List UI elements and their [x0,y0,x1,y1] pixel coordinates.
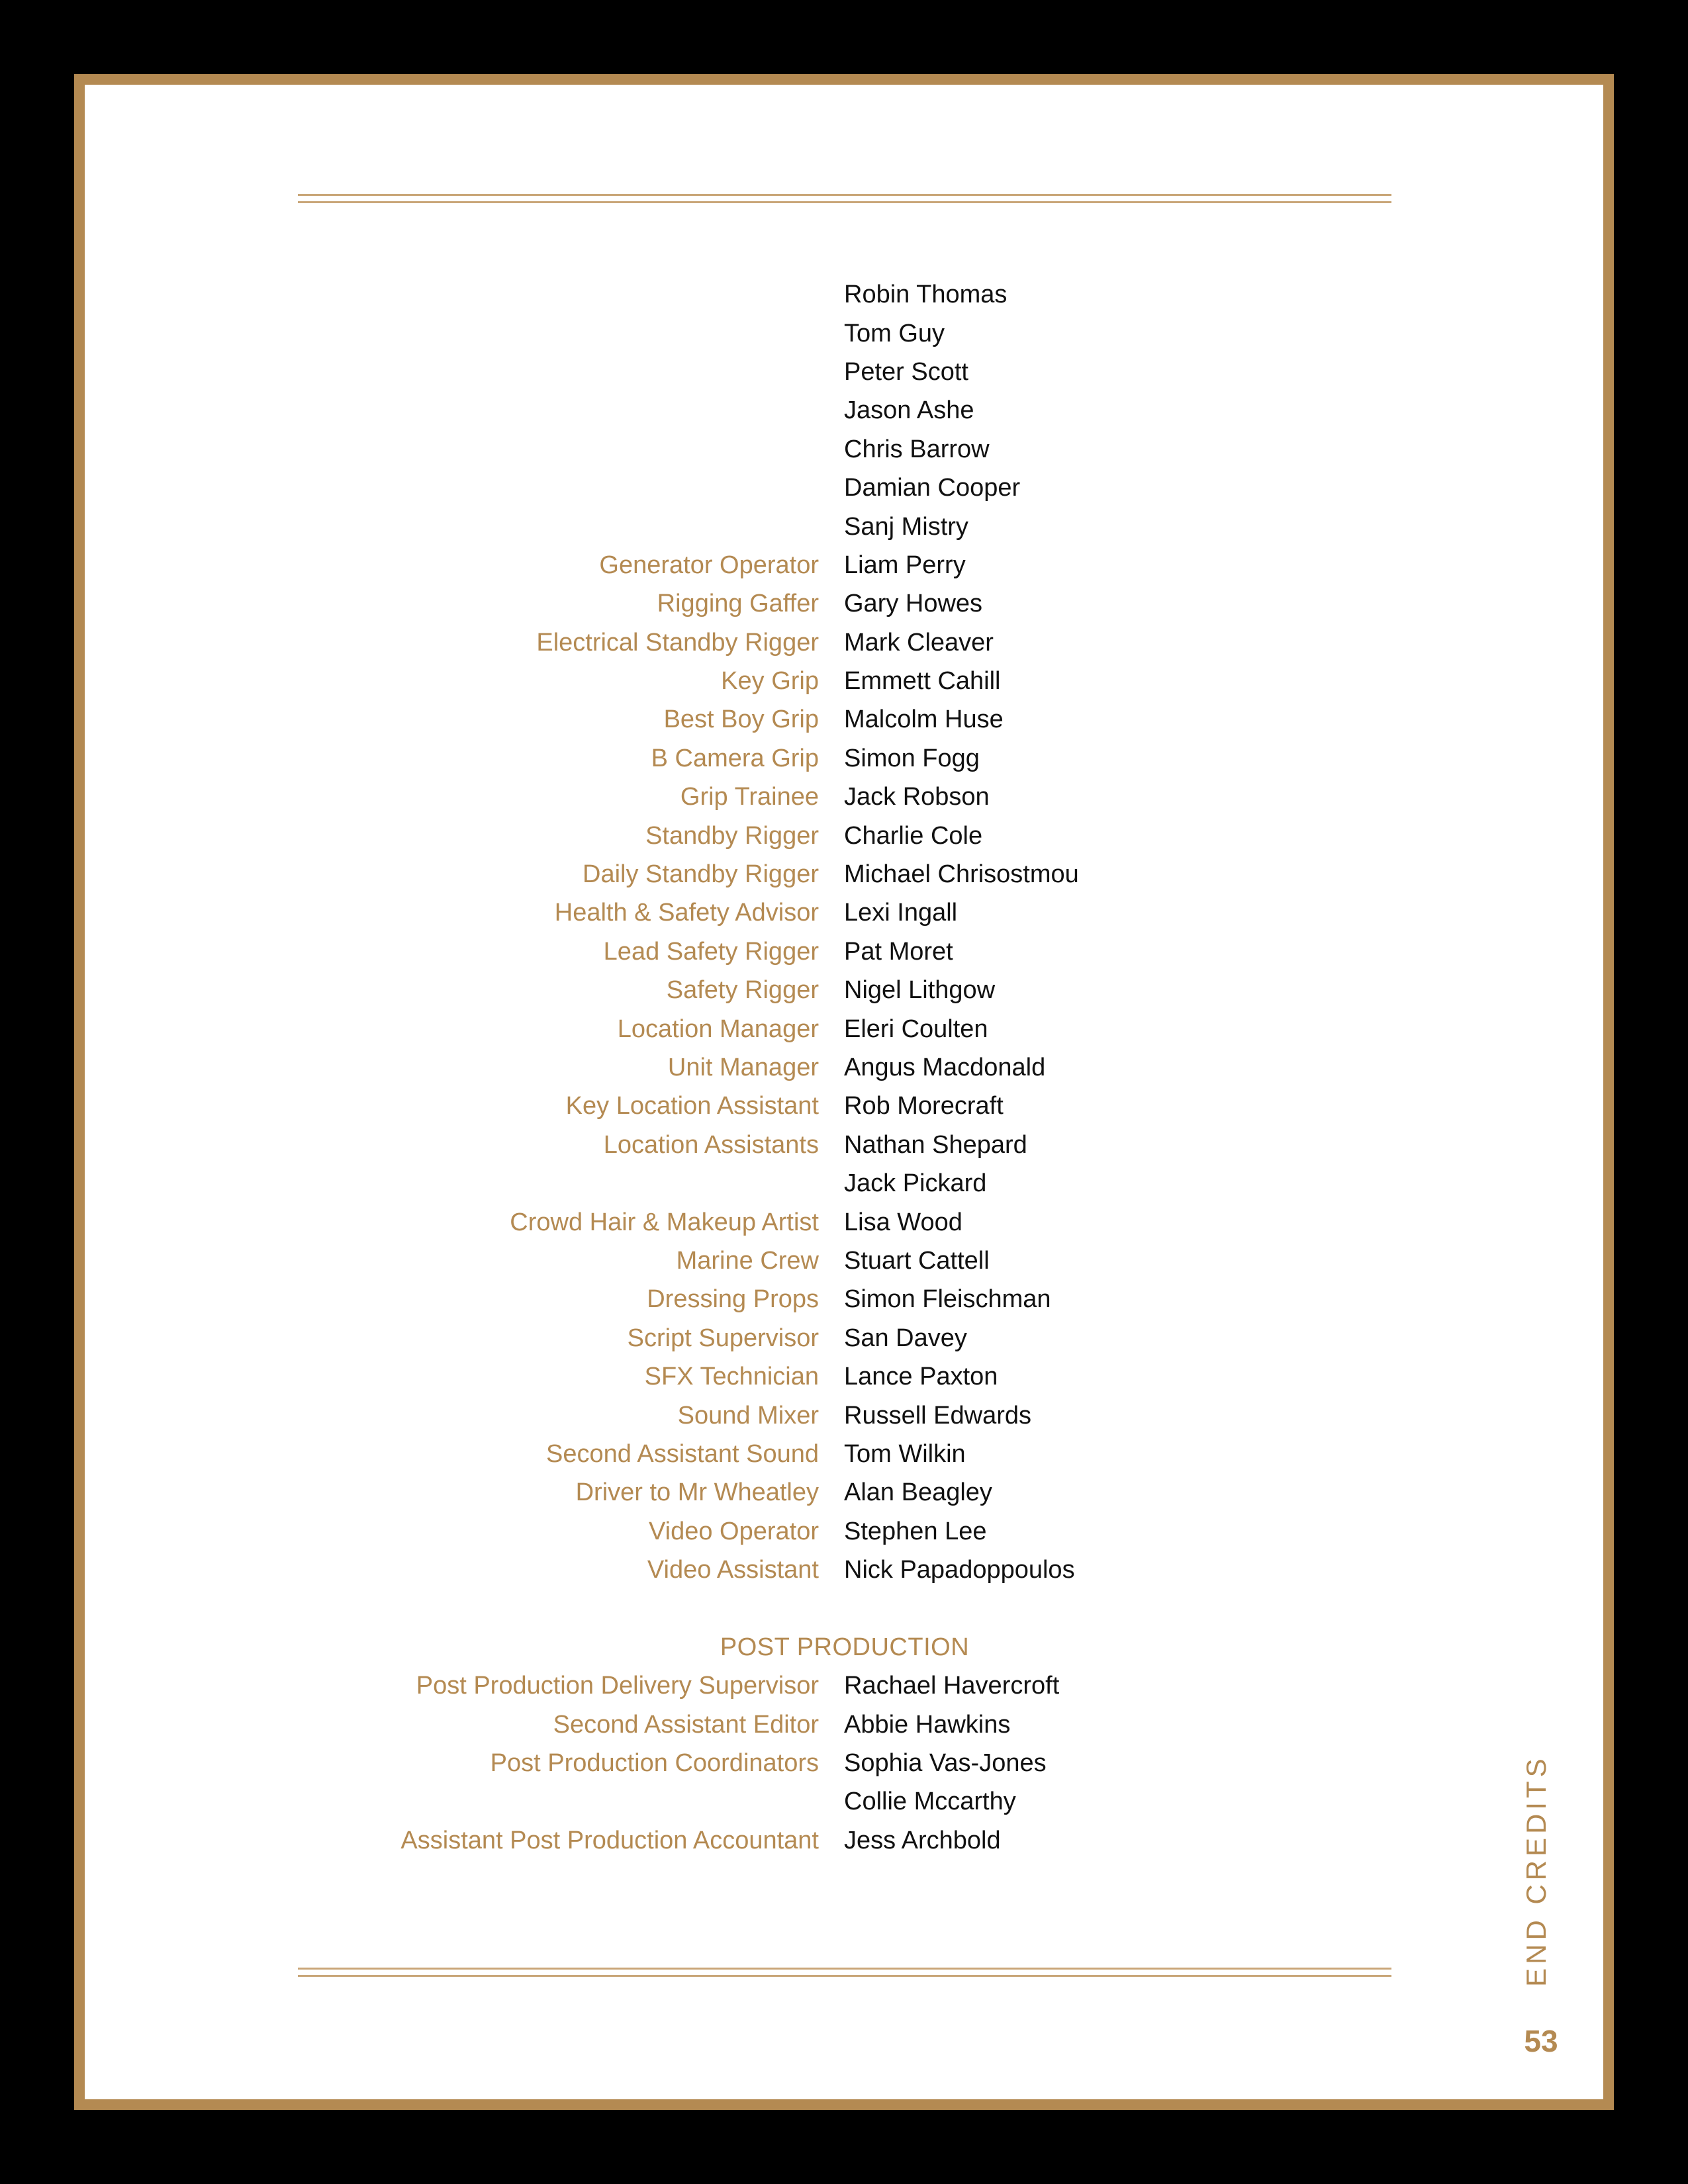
credit-name: Michael Chrisostmou [844,860,1079,889]
credit-row [298,1782,1391,1821]
credit-row [298,391,1391,430]
credit-row [298,1319,1391,1357]
credit-row [298,739,1391,778]
credit-row [298,1203,1391,1241]
credit-row [298,933,1391,971]
credit-name: Simon Fleischman [844,1285,1051,1314]
credit-name: Sanj Mistry [844,512,968,541]
credit-row [298,1396,1391,1434]
credit-name: Damian Cooper [844,474,1021,502]
credit-role: Best Boy Grip [663,705,819,734]
credit-role: Sound Mixer [677,1401,819,1430]
credit-role: Lead Safety Rigger [603,937,819,966]
credit-name: Rob Morecraft [844,1092,1004,1120]
credit-name: Tom Guy [844,319,945,347]
section-heading-row [298,1628,1391,1666]
credit-row [298,430,1391,469]
credit-name: Collie Mccarthy [844,1788,1016,1816]
credit-name: Abbie Hawkins [844,1710,1011,1739]
credit-name: Jack Pickard [844,1169,987,1198]
credit-role: Location Assistants [603,1130,819,1159]
credit-role: Daily Standby Rigger [583,860,819,889]
credit-role: Video Assistant [647,1556,819,1584]
credit-row [298,1280,1391,1318]
credit-name: Chris Barrow [844,435,990,463]
credit-row [298,971,1391,1009]
credit-name: Charlie Cole [844,821,983,850]
credits-list [298,275,1391,1860]
credit-role: Health & Safety Advisor [554,899,819,927]
credit-name: Jack Robson [844,783,990,811]
credit-role: B Camera Grip [651,744,819,772]
credit-role: Rigging Gaffer [657,590,819,618]
credit-role: Video Operator [648,1517,819,1545]
credit-row [298,778,1391,816]
section-heading-post-production: POST PRODUCTION [720,1633,970,1661]
section-spacer [298,1589,1391,1627]
bottom-divider [298,1968,1391,1977]
credit-name: Nathan Shepard [844,1130,1027,1159]
credit-role: Post Production Delivery Supervisor [416,1672,819,1700]
credit-row [298,1048,1391,1087]
credit-name: Nigel Lithgow [844,976,996,1005]
credit-row [298,1512,1391,1551]
credit-name: Peter Scott [844,357,968,386]
credit-name: Pat Moret [844,937,953,966]
credit-row [298,1087,1391,1125]
credit-role: Safety Rigger [666,976,819,1005]
credit-name: Rachael Havercroft [844,1672,1060,1700]
credit-role: Second Assistant Sound [546,1439,819,1468]
credit-role: Script Supervisor [627,1324,819,1352]
credit-row [298,855,1391,893]
credit-row [298,1435,1391,1473]
credit-row [298,353,1391,391]
credit-row [298,816,1391,854]
credit-name: Lisa Wood [844,1208,962,1236]
credit-row [298,1473,1391,1512]
credit-row [298,1164,1391,1203]
credit-name: Simon Fogg [844,744,980,772]
credit-role: Driver to Mr Wheatley [575,1479,819,1507]
credit-role: Dressing Props [647,1285,819,1314]
credit-role: SFX Technician [644,1363,819,1391]
credit-role: Key Grip [721,667,819,696]
credit-name: Tom Wilkin [844,1439,966,1468]
credit-name: Alan Beagley [844,1479,992,1507]
credit-role: Marine Crew [676,1246,819,1275]
credit-row [298,584,1391,623]
credit-name: Russell Edwards [844,1401,1031,1430]
credit-role: Electrical Standby Rigger [536,628,819,657]
credit-role: Unit Manager [667,1054,819,1081]
top-divider [298,194,1391,203]
credit-role: Location Manager [617,1015,819,1043]
credit-name: Stephen Lee [844,1517,987,1545]
credit-name: Jason Ashe [844,396,974,425]
credit-name: Sophia Vas-Jones [844,1749,1047,1778]
credit-role: Post Production Coordinators [490,1749,819,1778]
credit-name: Mark Cleaver [844,628,994,657]
credit-row [298,507,1391,545]
credit-name: Robin Thomas [844,281,1008,309]
page-number: 53 [1524,2024,1558,2058]
credit-role: Crowd Hair & Makeup Artist [510,1208,819,1236]
credit-role: Key Location Assistant [565,1092,819,1120]
credit-row [298,1666,1391,1705]
credit-row [298,662,1391,700]
credit-row [298,623,1391,662]
credit-name: Eleri Coulten [844,1015,988,1043]
credit-name: Liam Perry [844,551,966,579]
credit-row [298,1821,1391,1860]
credit-row [298,1357,1391,1396]
credit-row [298,893,1391,932]
credit-name: Lance Paxton [844,1363,998,1391]
credit-name: Stuart Cattell [844,1246,990,1275]
credit-row [298,1551,1391,1589]
credit-role: Standby Rigger [645,821,819,850]
side-title-text: END CREDITS [1521,1754,1552,1987]
credit-name: Emmett Cahill [844,667,1001,696]
credit-row [298,469,1391,507]
credit-role: Second Assistant Editor [553,1710,819,1739]
credit-row [298,1126,1391,1164]
credit-name: Jess Archbold [844,1826,1001,1854]
credit-row [298,546,1391,584]
credit-row [298,700,1391,739]
credit-name: Lexi Ingall [844,899,958,927]
credit-row [298,314,1391,352]
credit-name: Gary Howes [844,590,983,618]
credit-row [298,1744,1391,1782]
credit-name: Nick Papadoppoulos [844,1556,1075,1584]
credit-row [298,1705,1391,1743]
credit-row [298,1009,1391,1048]
credit-role: Grip Trainee [680,783,819,811]
credit-name: San Davey [844,1324,967,1352]
credit-row [298,1242,1391,1280]
credit-name: Angus Macdonald [844,1054,1046,1081]
credit-role: Assistant Post Production Accountant [400,1826,819,1854]
credit-name: Malcolm Huse [844,705,1004,734]
credit-row [298,275,1391,314]
credit-role: Generator Operator [599,551,819,579]
